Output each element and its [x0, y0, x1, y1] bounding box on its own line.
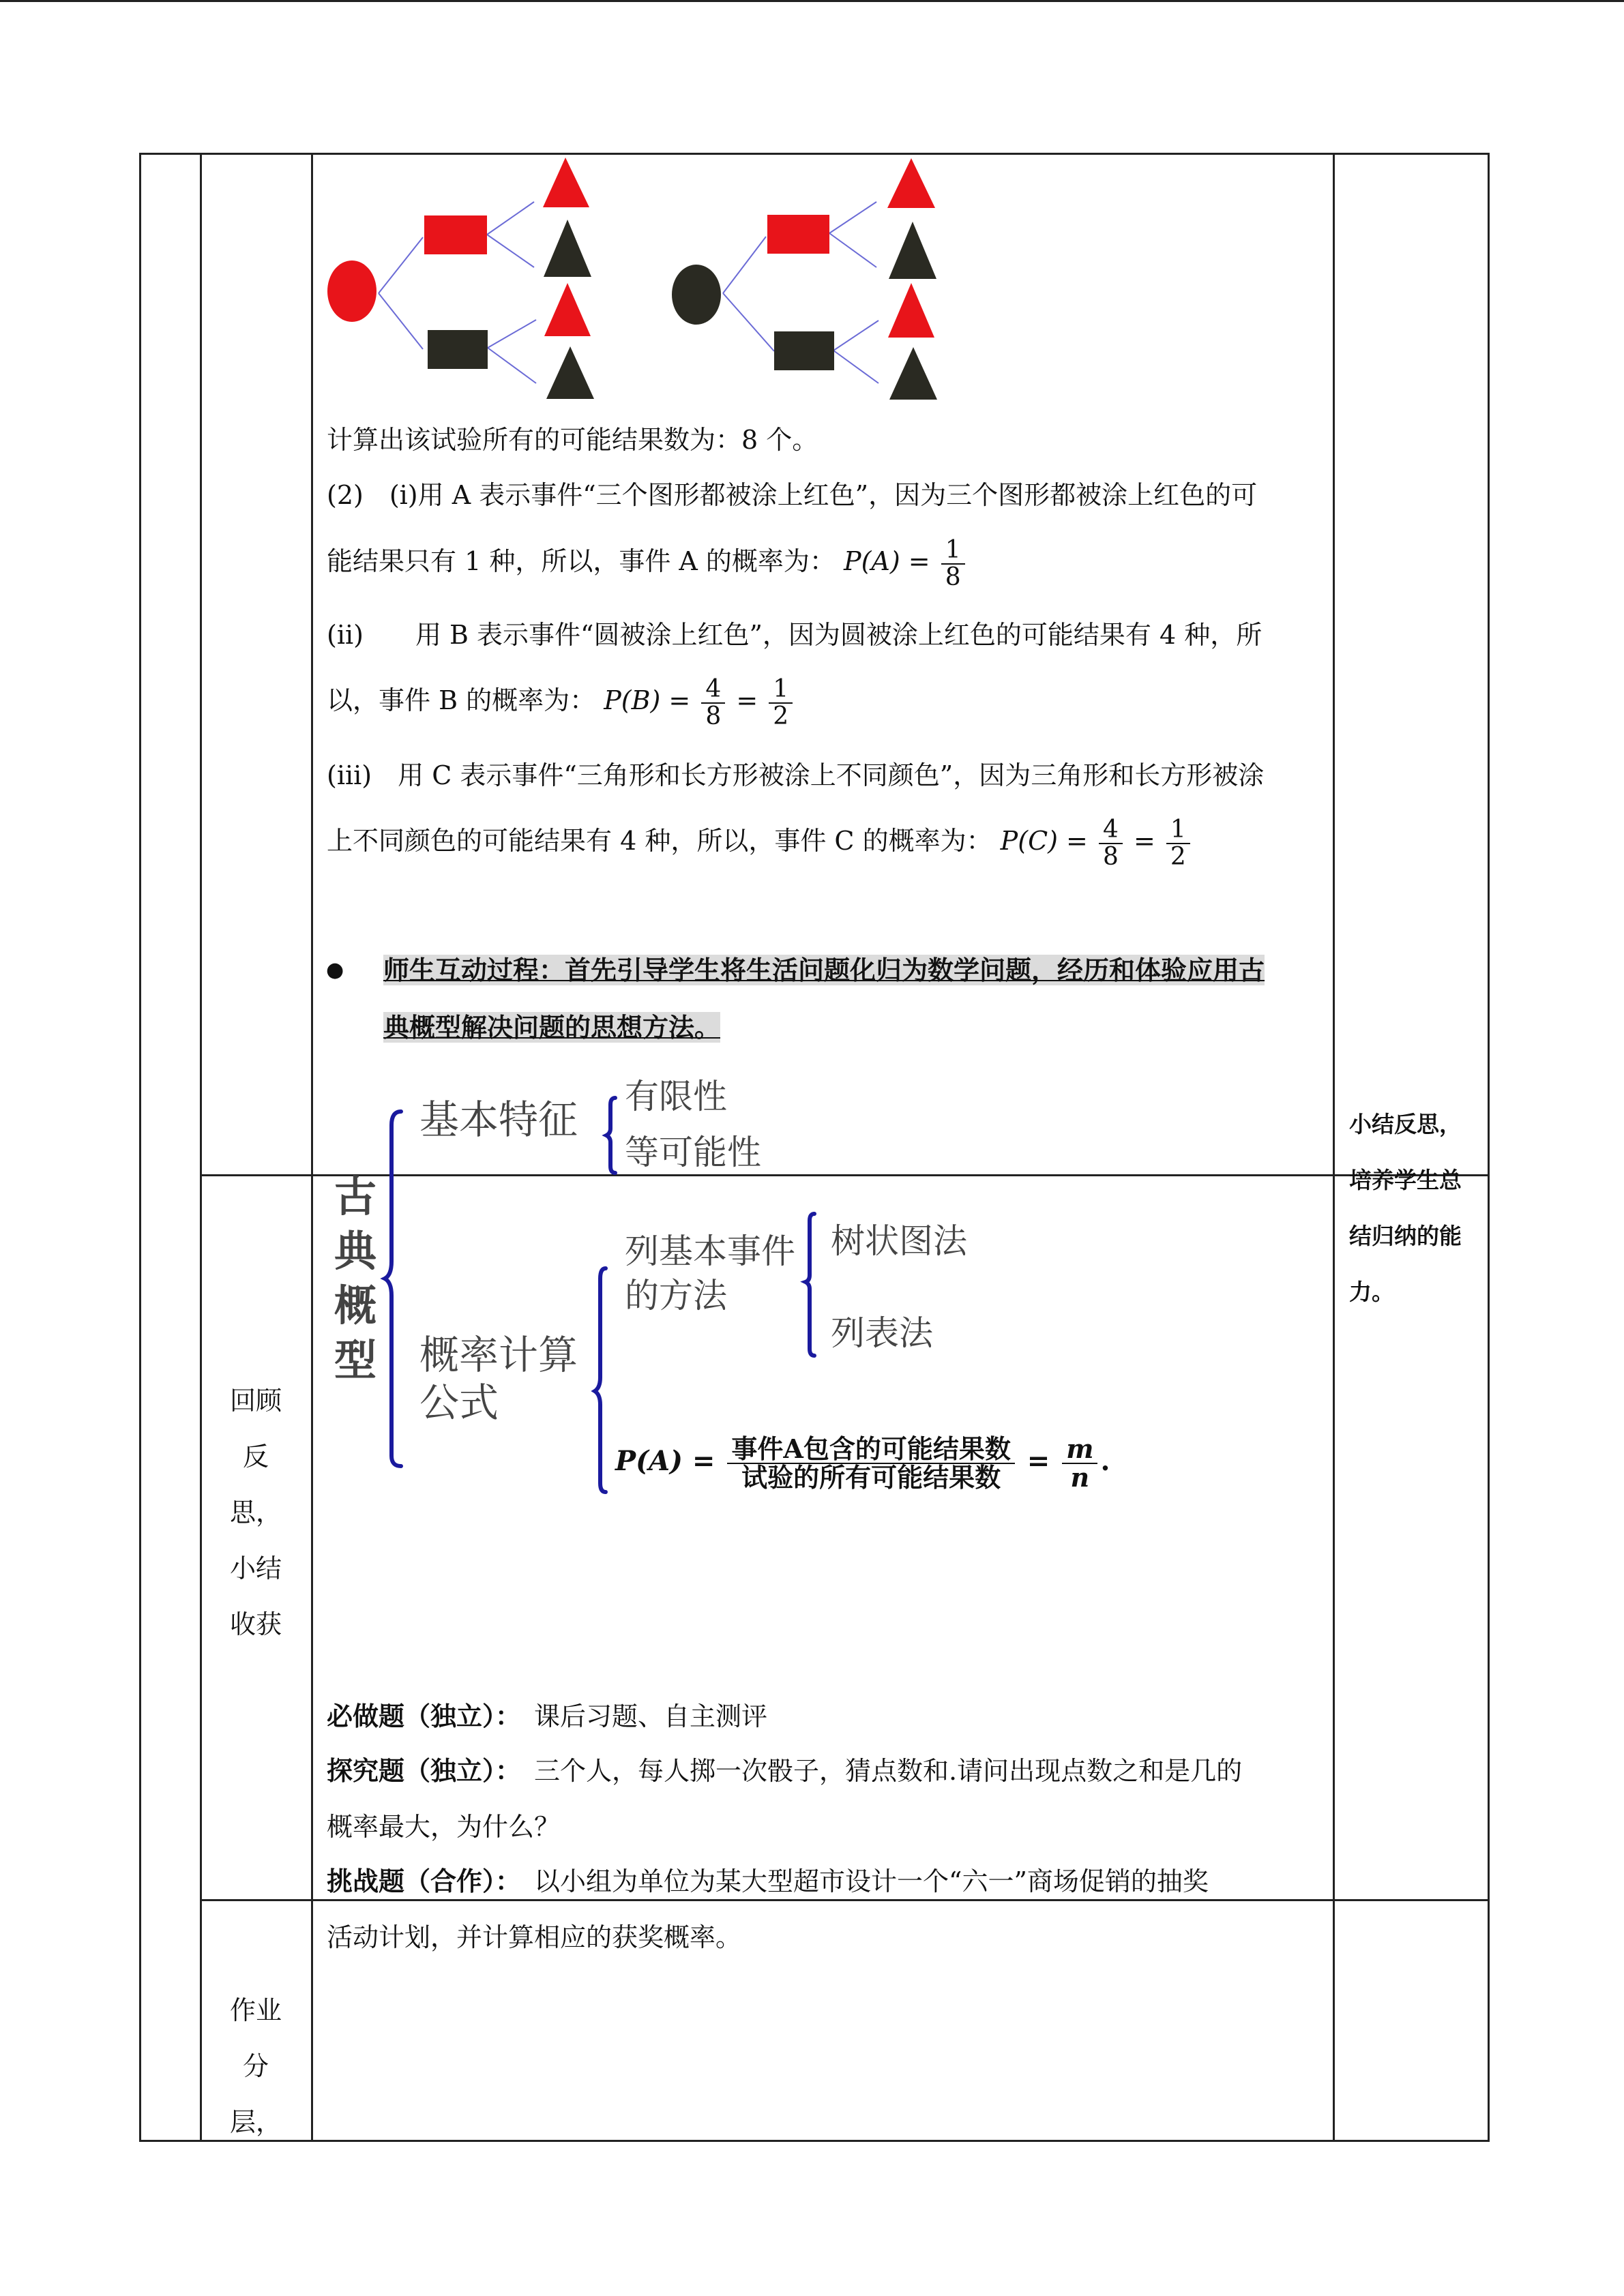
prob-c-num-1: 4 [1099, 817, 1123, 844]
root-brace [385, 1112, 401, 1466]
prob-a-num: 1 [941, 537, 965, 565]
interaction-line-1 [383, 942, 1265, 998]
mindmap-root-char-1: 古 [334, 1172, 377, 1221]
formula-m: m [1062, 1435, 1097, 1464]
methods-brace [806, 1214, 814, 1356]
formula-denominator: 试验的所有可能结果数 [741, 1461, 1001, 1493]
homework-side-label-1: 作业 [229, 1995, 282, 2025]
right-black-triangle-1 [889, 222, 936, 279]
left-red-triangle-2 [544, 283, 591, 336]
mindmap [321, 1057, 1110, 1521]
prob-b-fraction-2 [769, 676, 793, 730]
table-col-divider-3 [1333, 153, 1335, 2142]
homework-challenge-text: 以小组为单位为某大型超市设计一个“六一”商场促销的抽奖 [534, 1866, 1209, 1896]
homework-explore [327, 1743, 1242, 1799]
prob-a-fraction [941, 537, 965, 591]
tree-diagram [321, 151, 1003, 417]
mindmap-calc-2: 公式 [419, 1380, 499, 1426]
interaction-label: 师生互动过程 [383, 955, 540, 985]
homework-required [327, 1688, 767, 1744]
mindmap-root-char-2: 典 [334, 1226, 377, 1276]
table-col-divider-1 [200, 153, 202, 2142]
prob-c-fraction-2 [1166, 817, 1190, 870]
right-black-rectangle [774, 331, 834, 370]
formula-fraction [727, 1435, 1015, 1491]
homework-challenge [327, 1853, 1209, 1909]
homework-required-text: 课后习题、自主测评 [534, 1701, 768, 1731]
right-note-line-2: 培养学生总 [1349, 1167, 1462, 1193]
prob-b-den-1: 8 [705, 702, 722, 730]
table-border-bottom [139, 2140, 1490, 2142]
interaction-text-2: 典概型解决问题的思想方法。 [383, 1012, 721, 1043]
right-red-triangle-2 [888, 283, 934, 338]
right-note-line-3: 结归纳的能 [1349, 1223, 1462, 1249]
review-label-1: 回顾 [229, 1386, 282, 1416]
prob-c-num-2: 1 [1166, 817, 1190, 844]
event-a-line-1: (2) (i)用 A 表示事件“三个图形都被涂上红色”，因为三个图形都被涂上红色的可 [327, 480, 1258, 510]
right-note-line-1: 小结反思， [1349, 1111, 1462, 1137]
homework-explore-text: 三个人，每人掷一次骰子，猜点数和.请问出现点数之和是几的 [534, 1756, 1243, 1786]
tree-right [672, 158, 937, 400]
formula-n: n [1070, 1461, 1090, 1493]
mindmap-list-methods-1: 列基本事件 [625, 1232, 795, 1271]
formula-equals: = [1027, 1444, 1050, 1477]
event-c-line-1: (iii) 用 C 表示事件“三角形和长方形被涂上不同颜色”，因为三角形和长方形被涂 [327, 760, 1265, 790]
right-note [1349, 1097, 1486, 1320]
mindmap-equal-likelihood: 等可能性 [625, 1133, 761, 1172]
prob-c-lhs: P(C) = [1000, 826, 1088, 856]
interaction-line-2 [383, 1000, 720, 1056]
right-black-triangle-2 [889, 347, 937, 400]
right-root-circle [672, 265, 721, 325]
page-top-border [0, 0, 1624, 2]
homework-side-label-3: 层， [229, 2107, 282, 2137]
review-label-3: 思， [229, 1497, 282, 1527]
homework-side-label [208, 1982, 304, 2150]
homework-side-label-2: 分 [242, 2051, 269, 2081]
left-black-triangle-1 [544, 220, 591, 277]
calc-brace [595, 1268, 606, 1492]
homework-required-label: 必做题（独立）： [327, 1701, 509, 1731]
prob-b-den-2: 2 [773, 702, 789, 730]
event-c-line-2: 上不同颜色的可能结果有 4 种，所以，事件 C 的概率为： P(C) = $\frac{4}{8}$ = $\frac{1}{2}$ [327, 813, 1193, 869]
event-c-text: 上不同颜色的可能结果有 4 种，所以，事件 C 的概率为： [327, 826, 992, 856]
homework-challenge-label: 挑战题（合作）： [327, 1866, 509, 1896]
features-brace [606, 1098, 615, 1173]
prob-c-fraction-1 [1099, 817, 1123, 870]
review-label-4: 小结 [229, 1553, 282, 1583]
event-b-line-2: 以，事件 B 的概率为： P(B) = $\frac{4}{8}$ = $\frac{1}{2}$ [327, 672, 795, 729]
prob-b-num-2: 1 [769, 676, 793, 704]
formula-numerator: 事件A包含的可能结果数 [727, 1435, 1015, 1464]
left-red-triangle-1 [543, 158, 589, 207]
formula-mn [1062, 1435, 1097, 1491]
prob-b-num-1: 4 [701, 676, 725, 704]
mindmap-finite: 有限性 [625, 1077, 727, 1116]
event-b-line-1: (ii) 用 B 表示事件“圆被涂上红色”，因为圆被涂上红色的可能结果有 4 种，所 [327, 620, 1263, 650]
tree-left [327, 158, 594, 399]
mindmap-tree-method: 树状图法 [831, 1221, 967, 1261]
formula-lhs: P(A) = [615, 1444, 715, 1477]
event-a-text: 能结果只有 1 种，所以，事件 A 的概率为： [327, 546, 836, 576]
review-label-2: 反 [242, 1442, 269, 1472]
homework-challenge-line-2: 活动计划，并计算相应的获奖概率。 [327, 1922, 742, 1952]
interaction-text-1: ：首先引导学生将生活问题化归为数学问题，经历和体验应用古 [539, 955, 1265, 985]
mindmap-root-char-4: 型 [334, 1335, 377, 1385]
table-border-left [139, 153, 141, 2142]
mindmap-list-methods-2: 的方法 [625, 1276, 727, 1315]
prob-b-lhs: P(B) = [604, 685, 691, 715]
homework-explore-line-2: 概率最大，为什么？ [327, 1812, 561, 1842]
mindmap-table-method: 列表法 [831, 1313, 933, 1353]
review-label-5: 收获 [229, 1609, 282, 1639]
event-a-line-2 [327, 533, 968, 590]
result-count-line: 计算出该试验所有的可能结果数为：8 个。 [327, 425, 818, 455]
mindmap-basic-features: 基本特征 [419, 1097, 578, 1143]
right-red-triangle-1 [887, 158, 935, 208]
mindmap-calc-1: 概率计算 [419, 1332, 578, 1378]
left-black-rectangle [428, 330, 488, 369]
left-red-rectangle [424, 215, 487, 254]
prob-c-den-2: 2 [1170, 842, 1186, 871]
probability-formula [615, 1435, 1110, 1491]
review-label [208, 1373, 304, 1652]
prob-b-fraction-1 [701, 676, 725, 730]
interaction-bullet: ● [326, 958, 344, 982]
table-col-divider-2 [311, 153, 313, 2142]
prob-a-den: 8 [945, 563, 961, 591]
homework-explore-label: 探究题（独立）： [327, 1755, 509, 1786]
right-red-rectangle [767, 215, 829, 254]
left-black-triangle-2 [546, 346, 594, 399]
table-border-right [1488, 153, 1490, 2142]
right-note-line-4: 力。 [1349, 1279, 1394, 1305]
event-b-text: 以，事件 B 的概率为： [327, 685, 596, 715]
left-root-circle [327, 260, 377, 322]
formula-dot: . [1100, 1444, 1110, 1477]
prob-c-den-1: 8 [1102, 842, 1119, 871]
prob-a-lhs: P(A) = [844, 546, 930, 576]
mindmap-root-char-3: 概 [334, 1281, 377, 1330]
